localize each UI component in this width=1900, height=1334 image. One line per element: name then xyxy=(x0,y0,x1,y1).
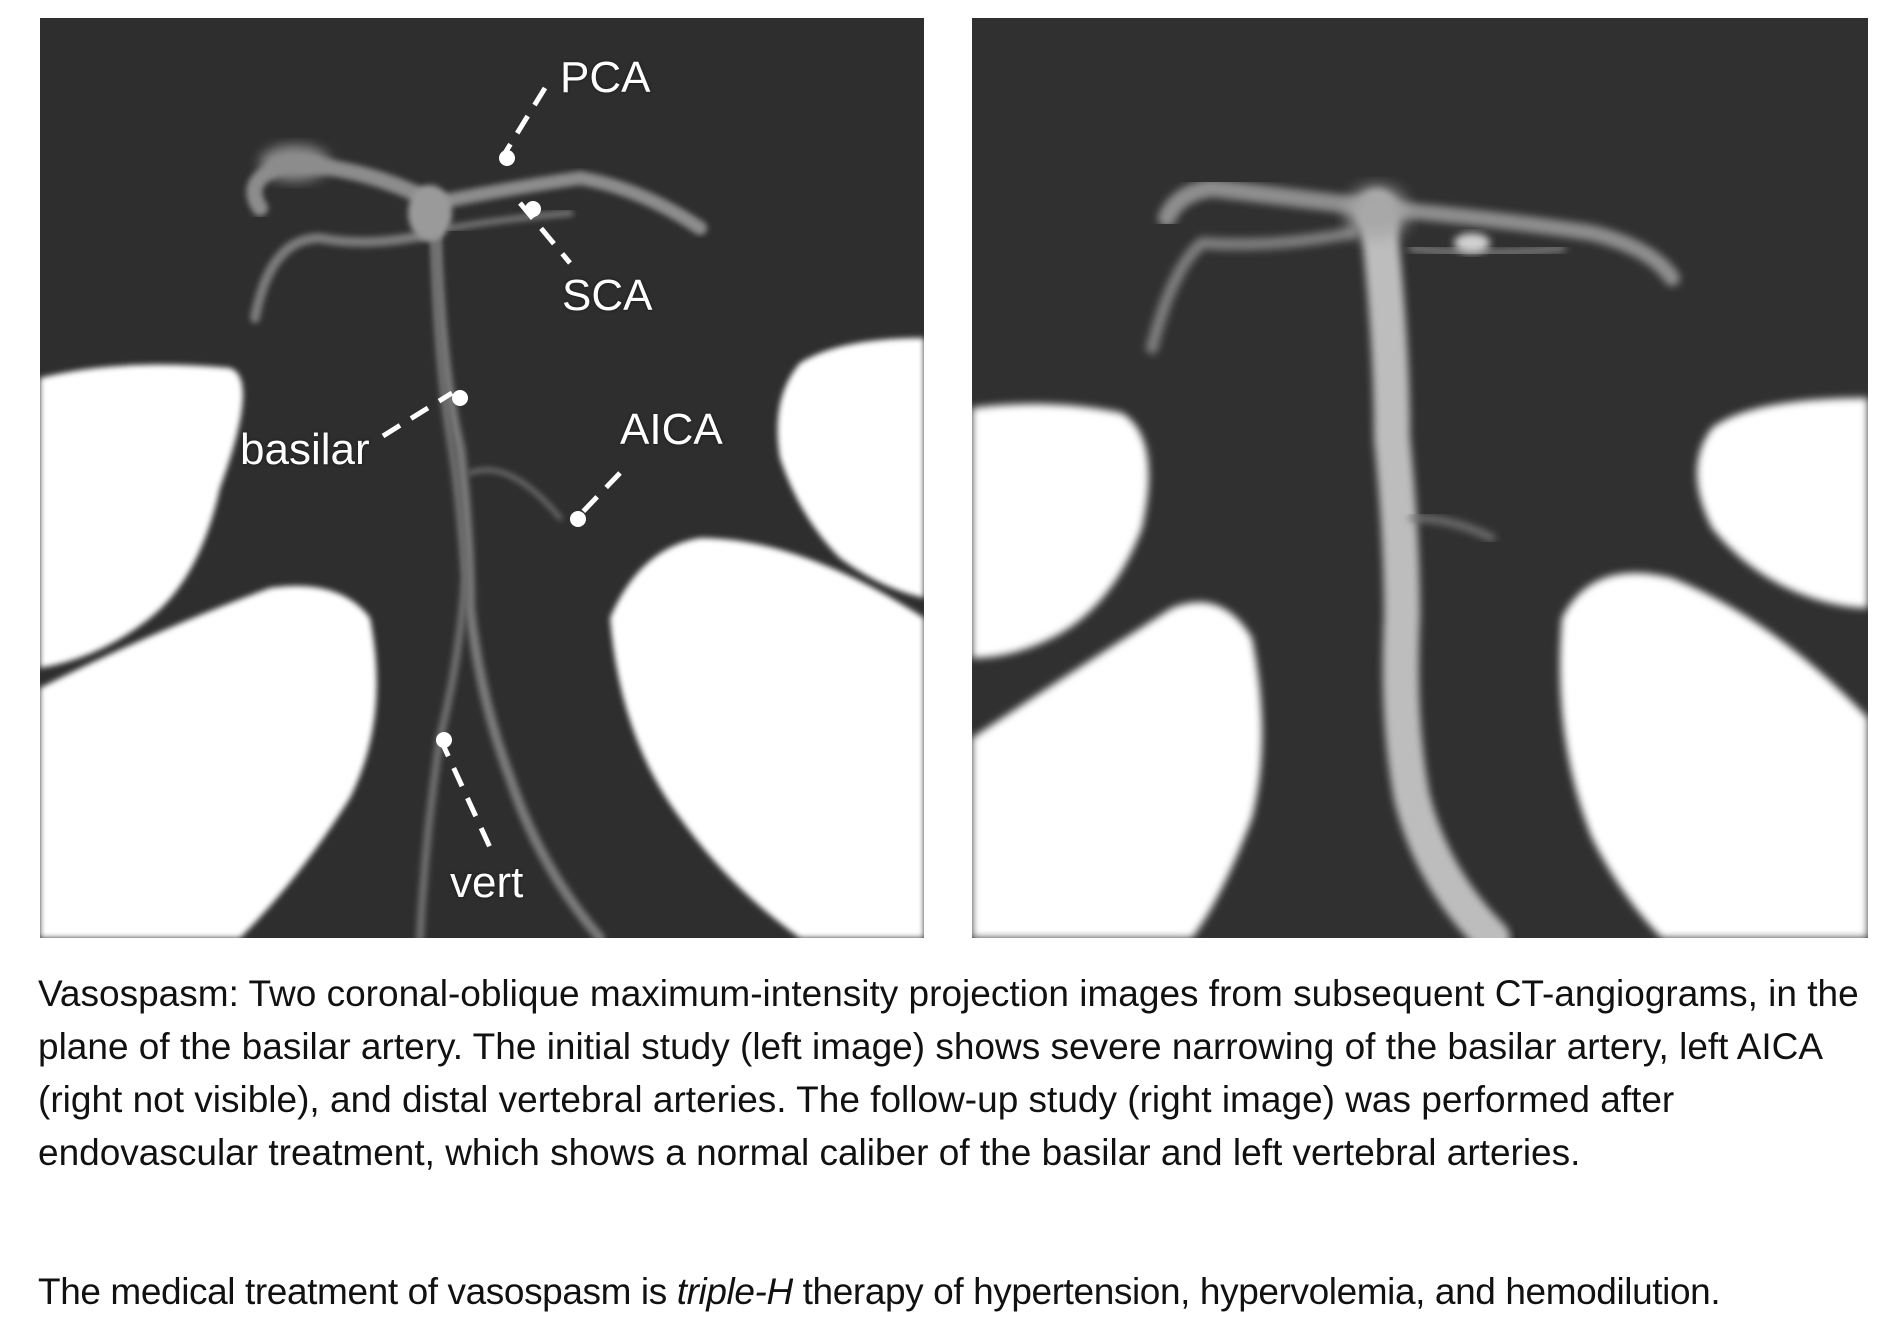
label-aica: AICA xyxy=(620,405,723,454)
label-vert: vert xyxy=(450,858,524,907)
label-pca: PCA xyxy=(560,53,651,102)
treatment-note xyxy=(38,1268,1888,1316)
figure-caption: Vasospasm: Two coronal-oblique maximum-intensity projection images from subsequent CT-angiograms, in the plane of the basilar artery. The initial study (left image) shows severe narrowing of the basilar artery, left AICA (right not visible), and distal vertebral arteries. The follow-up study (right image) was performed after endovascular treatment, which shows a normal caliber of the basilar and left vertebral arteries. xyxy=(38,973,1859,1173)
initial-study-image xyxy=(40,18,924,938)
label-basilar: basilar xyxy=(240,425,370,474)
initial-study-scan xyxy=(40,18,924,938)
followup-study-image xyxy=(972,18,1868,938)
label-sca: SCA xyxy=(562,271,653,320)
treatment-text-after: therapy of hypertension, hypervolemia, and hemodilution. xyxy=(792,1271,1721,1312)
treatment-text-before: The medical treatment of vasospasm is xyxy=(38,1271,677,1312)
followup-study-scan xyxy=(972,18,1868,938)
treatment-emphasis: triple-H xyxy=(676,1271,793,1312)
